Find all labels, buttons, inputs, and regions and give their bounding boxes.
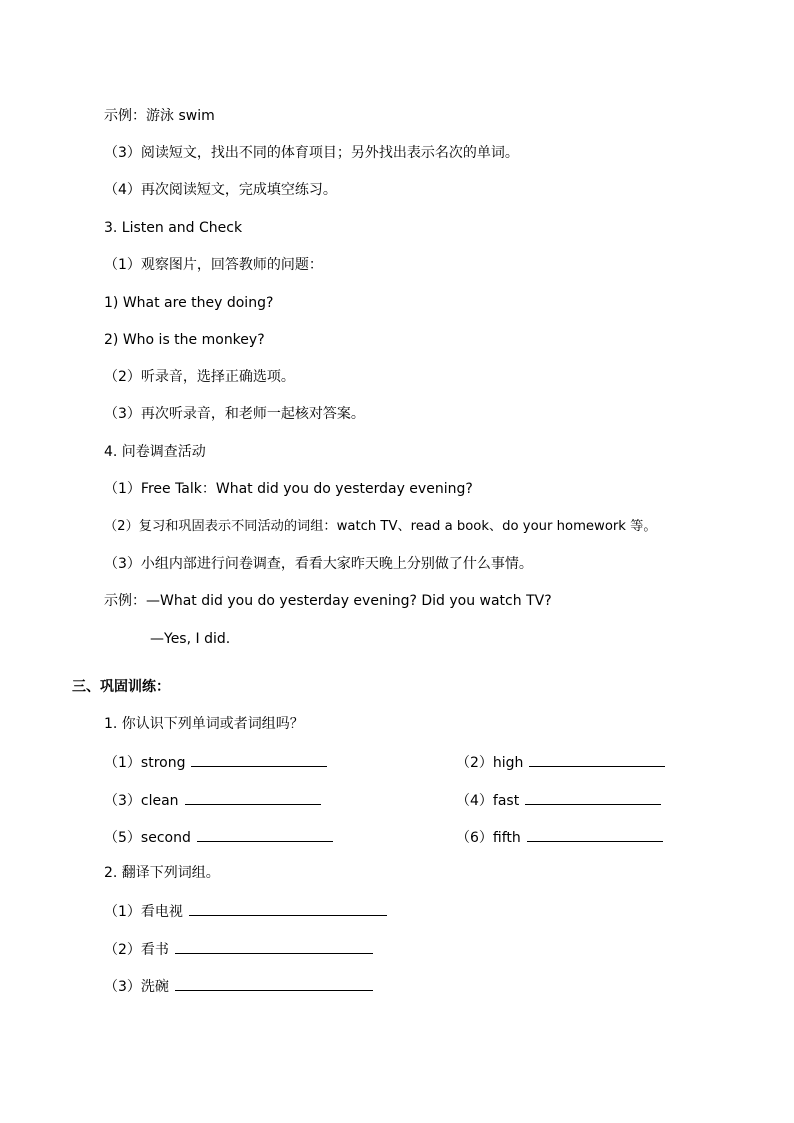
answer-blank[interactable] [189, 901, 387, 916]
step-3-3: （3）再次听录音，和老师一起核对答案。 [104, 406, 365, 422]
word-label: （4）fast [456, 793, 520, 809]
question-1: 1) What are they doing? [104, 295, 274, 311]
practice-part-1-title: 1. 你认识下列单词或者词组吗？ [104, 716, 304, 732]
answer-blank[interactable] [197, 827, 333, 842]
step-3-2: （2）听录音，选择正确选项。 [104, 369, 295, 385]
step-3-1: （1）观察图片，回答教师的问题： [104, 257, 323, 273]
section-4-title: 4. 问卷调查活动 [104, 444, 206, 460]
question-2: 2) Who is the monkey? [104, 332, 265, 348]
answer-blank[interactable] [529, 752, 665, 767]
phrase-item-3 [104, 976, 373, 996]
step-4-3: （3）小组内部进行问卷调查，看看大家昨天晚上分别做了什么事情。 [104, 556, 533, 572]
step-2-3: （3）阅读短文，找出不同的体育项目；另外找出表示名次的单词。 [104, 145, 519, 161]
word-item-3 [104, 790, 321, 810]
step-4-1: （1）Free Talk：What did you do yesterday evening? [104, 481, 473, 497]
answer-blank[interactable] [175, 939, 373, 954]
word-item-2 [456, 752, 665, 772]
phrase-item-1 [104, 901, 387, 921]
word-label: （3）clean [104, 793, 179, 809]
practice-heading: 三、巩固训练： [72, 679, 170, 695]
example-answer: —Yes, I did. [150, 631, 231, 647]
answer-blank[interactable] [175, 976, 373, 991]
answer-blank[interactable] [191, 752, 327, 767]
answer-blank[interactable] [525, 790, 661, 805]
word-item-6 [456, 827, 663, 847]
phrase-label: （1）看电视 [104, 904, 183, 920]
word-item-1 [104, 752, 327, 772]
phrase-label: （3）洗碗 [104, 979, 169, 995]
step-2-4: （4）再次阅读短文，完成填空练习。 [104, 182, 337, 198]
word-label: （2）high [456, 755, 524, 771]
step-4-2: （2）复习和巩固表示不同活动的词组：watch TV、read a book、do your homework 等。 [104, 519, 657, 534]
word-label: （5）second [104, 830, 191, 846]
word-label: （6）fifth [456, 830, 521, 846]
example-swim: 示例：游泳 swim [104, 108, 215, 124]
word-label: （1）strong [104, 755, 186, 771]
answer-blank[interactable] [527, 827, 663, 842]
example-question: 示例：—What did you do yesterday evening? Did you watch TV? [104, 593, 552, 609]
word-item-5 [104, 827, 333, 847]
word-item-4 [456, 790, 661, 810]
practice-part-2-title: 2. 翻译下列词组。 [104, 865, 220, 881]
answer-blank[interactable] [185, 790, 321, 805]
section-3-title: 3. Listen and Check [104, 220, 243, 236]
phrase-label: （2）看书 [104, 942, 169, 958]
phrase-item-2 [104, 939, 373, 959]
